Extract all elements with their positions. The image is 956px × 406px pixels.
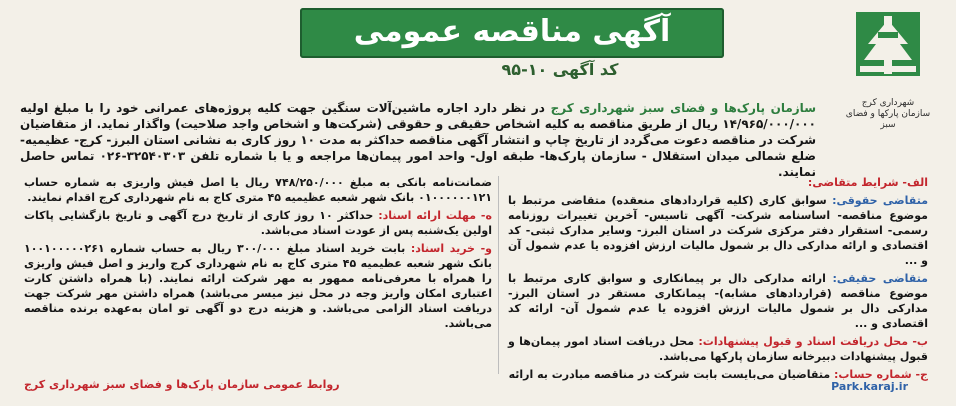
guarantee-text: ضمانت‌نامه بانکی به مبلغ ۷۴۸/۲۵۰/۰۰۰ ریال یا اصل فیش واریزی به شماره حساب ۰۱۰۰۰۰۰۰۱۲۱ بانک شهر شعبه عظیمیه ۴۵ متری کاج به نام شهرداری کرج اقدام نمایند. [24,176,493,204]
municipality-logo-icon [854,10,922,92]
notice-code: کد آگهی ۱۰-۹۵ [501,60,619,79]
section-a-heading: الف- شرایط متقاضی: [807,176,928,189]
deadlines-column [24,175,492,375]
legal-applicant-label: متقاضی حقوقی: [832,194,928,207]
website-link[interactable]: Park.karaj.ir [831,380,908,393]
logo-caption-line2: سازمان پارکها و فضای سبز [845,109,931,130]
natural-applicant-text: ارائه مدارکی دال بر پیمانکاری و سوابق کاری مرتبط با موضوع مناقصه (قراردادهای مشابه)- پیمانکاری مستقر در استان البرز- مدارکی دال بر شمول مالیات ارزش افزوده یا عدم شمول آن- ارائه کد اقتصادی و ... [508,272,928,330]
notice-title: آگهی مناقصه عمومی [353,14,671,49]
section-c-text: متقاضیان می‌بایست بابت شرکت در مناقصه مبادرت به ارائه [508,368,834,381]
organization-name: سازمان پارک‌ها و فضای سبز شهرداری کرج [550,101,816,115]
title-banner [300,8,724,58]
section-c-heading: ج- شماره حساب: [833,368,928,381]
intro-paragraph [20,100,816,180]
section-f-heading: و- خرید اسناد: [410,242,492,255]
section-b-heading: ب- محل دریافت اسناد و قبول پیشنهادات: [698,335,928,348]
natural-applicant-label: متقاضی حقیقی: [832,272,928,285]
section-e-text: حداکثر ۱۰ روز کاری از تاریخ درج آگهی و تاریخ بازگشایی پاکات اولین یک‌شنبه پس از عودت اسناد می‌باشد. [24,209,492,237]
legal-applicant-text: سوابق کاری (کلیه قراردادهای منعقده) متقاضی مرتبط با موضوع مناقصه- اساسنامه شرکت- آگهی تاسیس- آخرین تغییرات روزنامه رسمی- استقرار دفتر مرکزی شرکت در استان البرز- وسایر مدارک ثبتی- کد اقتصادی و ارائه مدارکی دال بر شمول مالیات ارزش افزوده یا عدم شمول آن و ... [508,194,928,267]
section-f-text: بابت خرید اسناد مبلغ ۳۰۰/۰۰۰ ریال به حساب شماره ۱۰۰۱۰۰۰۰۰۲۶۱ بانک شهر شعبه عظیمیه ۴۵ متری کاج به نام شهرداری کرج واریز و اصل فیش واریزی را همراه با معرفی‌نامه ممهور به مهر شرکت ارائه نمایند. (با همراه داشتن کارت اعتباری امکان واریز وجه در محل نیز میسر می‌باشد) همراه داشتن مهر شرکت جهت دریافت اسناد الزامی می‌باشد. و هزینه درج دو آگهی تو امان به‌عهده برنده مناقصه می‌باشد. [24,242,492,330]
column-divider [498,176,499,374]
section-e-heading: ه- مهلت ارائه اسناد: [378,209,492,222]
logo-caption [838,98,938,131]
footer-signature: روابط عمومی سازمان پارک‌ها و فضای سبز شهرداری کرج [24,378,340,391]
logo-caption-line1: شهرداری کرج [861,98,915,108]
section-b-text: محل دریافت اسناد امور پیمان‌ها و قبول پیشنهادات دبیرخانه سازمان پارکها می‌باشد. [508,335,928,363]
intro-text: در نظر دارد اجاره ماشین‌آلات سنگین جهت کلیه پروژه‌های عمرانی خود را با مبلغ اولیه ۱۴/۹۶۵/۰۰۰/۰۰۰ ریال از طریق مناقصه به کلیه اشخاص حقیقی و حقوقی (شرکت‌ها و اشخاص واجد صلاحیت) واگذار نماید. از متقاضیان شرکت در مناقصه دعوت می‌گردد از تاریخ چاپ و انتشار آگهی مناقصه حداکثر به مدت ۱۰ روز کاری به نشانی استان البرز- کرج- عظیمیه- ضلع شمالی میدان استقلال - سازمان پارک‌ها- طبقه اول- واحد امور پیمان‌ها مراجعه و یا با شماره تلفن ۳۲۵۴۰۳۰۳-۰۲۶ تماس حاصل نمایند. [20,101,817,179]
conditions-column [508,175,928,381]
